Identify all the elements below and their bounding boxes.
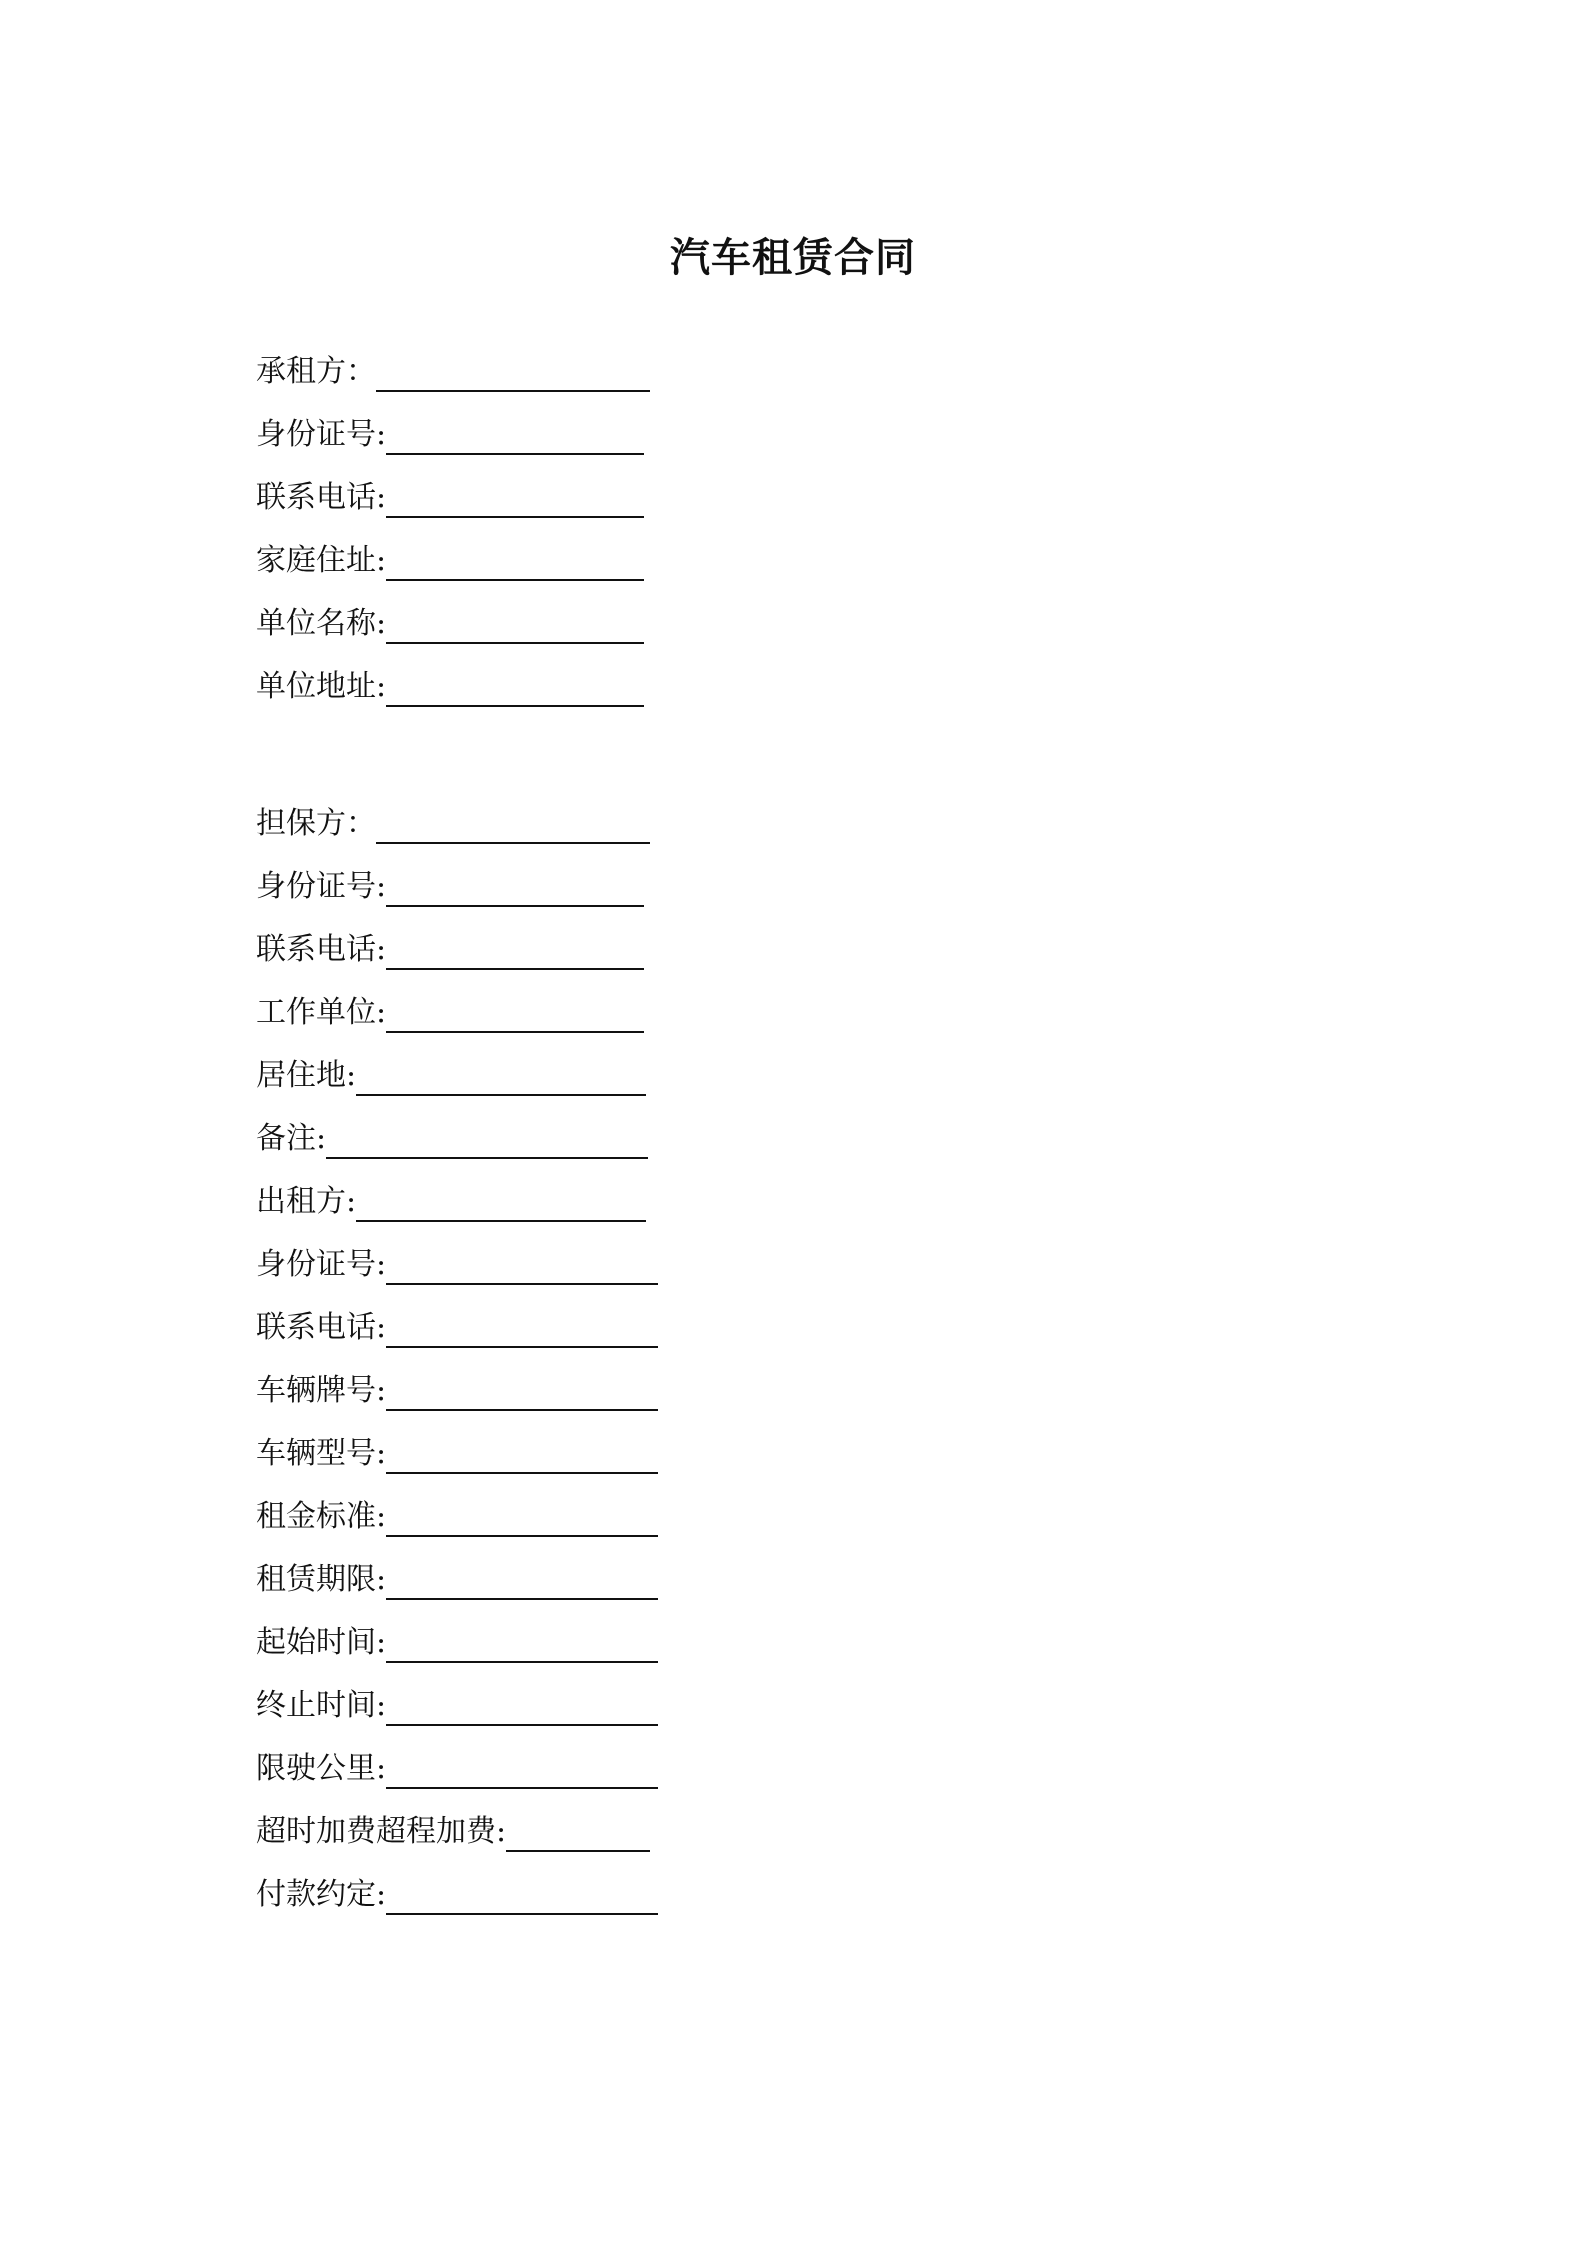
lessee-id-field <box>256 411 644 457</box>
blank-line[interactable] <box>386 413 644 455</box>
field-label: 身份证号: <box>256 1247 387 1282</box>
end-time-field <box>256 1682 658 1728</box>
blank-line[interactable] <box>386 991 644 1033</box>
field-label: 联系电话: <box>256 932 387 967</box>
lessee-home-address-field <box>256 537 644 583</box>
blank-line[interactable] <box>386 1684 658 1726</box>
blank-line[interactable] <box>356 1180 646 1222</box>
field-label: 租金标准: <box>256 1499 387 1534</box>
field-label: 联系电话: <box>256 480 387 515</box>
field-label: 车辆型号: <box>256 1436 387 1471</box>
field-label: 车辆牌号: <box>256 1373 387 1408</box>
mileage-limit-field <box>256 1745 658 1791</box>
blank-line[interactable] <box>386 1873 658 1915</box>
blank-line[interactable] <box>326 1117 648 1159</box>
guarantor-name-field <box>256 800 650 846</box>
field-label: 单位名称: <box>256 606 387 641</box>
blank-line[interactable] <box>376 802 650 844</box>
blank-line[interactable] <box>386 1369 658 1411</box>
blank-line[interactable] <box>386 1747 658 1789</box>
field-label: 起始时间: <box>256 1625 387 1660</box>
field-label: 单位地址: <box>256 669 387 704</box>
blank-line[interactable] <box>386 928 644 970</box>
blank-line[interactable] <box>376 350 650 392</box>
vehicle-model-field <box>256 1430 658 1476</box>
blank-line[interactable] <box>506 1810 650 1852</box>
remarks-field <box>256 1115 648 1161</box>
lessee-name-field <box>256 348 650 394</box>
guarantor-id-field <box>256 863 644 909</box>
blank-line[interactable] <box>386 539 644 581</box>
blank-line[interactable] <box>386 1495 658 1537</box>
blank-line[interactable] <box>386 1306 658 1348</box>
blank-line[interactable] <box>386 1432 658 1474</box>
field-label: 联系电话: <box>256 1310 387 1345</box>
payment-terms-field <box>256 1871 658 1917</box>
lessor-id-field <box>256 1241 658 1287</box>
vehicle-plate-field <box>256 1367 658 1413</box>
blank-line[interactable] <box>386 665 644 707</box>
lessee-phone-field <box>256 474 644 520</box>
field-label: 限驶公里: <box>256 1751 387 1786</box>
field-label: 身份证号: <box>256 417 387 452</box>
field-label: 身份证号: <box>256 869 387 904</box>
field-label: 承租方： <box>256 354 376 389</box>
field-label: 工作单位: <box>256 995 387 1030</box>
guarantor-phone-field <box>256 926 644 972</box>
lessor-name-field <box>256 1178 646 1224</box>
field-label: 备注: <box>256 1121 327 1156</box>
field-label: 家庭住址: <box>256 543 387 578</box>
lessor-phone-field <box>256 1304 658 1350</box>
guarantor-residence-field <box>256 1052 646 1098</box>
field-label: 超时加费超程加费: <box>256 1814 507 1849</box>
blank-line[interactable] <box>386 1243 658 1285</box>
blank-line[interactable] <box>386 865 644 907</box>
document-title: 汽车租赁合同 <box>670 235 916 281</box>
start-time-field <box>256 1619 658 1665</box>
field-label: 担保方： <box>256 806 376 841</box>
field-label: 终止时间: <box>256 1688 387 1723</box>
blank-line[interactable] <box>386 476 644 518</box>
blank-line[interactable] <box>386 1621 658 1663</box>
blank-line[interactable] <box>356 1054 646 1096</box>
lessee-company-name-field <box>256 600 644 646</box>
rent-standard-field <box>256 1493 658 1539</box>
lease-term-field <box>256 1556 658 1602</box>
overtime-overmileage-fee-field <box>256 1808 650 1854</box>
field-label: 租赁期限: <box>256 1562 387 1597</box>
blank-line[interactable] <box>386 602 644 644</box>
field-label: 居住地: <box>256 1058 357 1093</box>
field-label: 出租方: <box>256 1184 357 1219</box>
field-label: 付款约定: <box>256 1877 387 1912</box>
blank-line[interactable] <box>386 1558 658 1600</box>
lessee-company-address-field <box>256 663 644 709</box>
guarantor-workplace-field <box>256 989 644 1035</box>
